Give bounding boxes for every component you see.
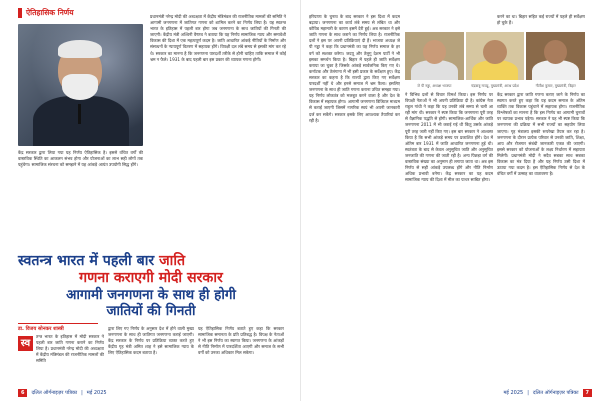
article-column-left-mid — [18, 150, 143, 246]
main-photo — [18, 24, 143, 146]
magazine-title: दलित ऑर्गनाइज़र पत्रिका — [31, 390, 78, 396]
article-column-right-3 — [497, 92, 585, 384]
section-tag-bar — [18, 8, 22, 18]
photo-figure-beard — [62, 74, 98, 100]
article-text: हरियाणा के चुनाव के बाद सरकार ने इस दिशा में कदम बढ़ाया। जनगणना का कार्य लंबे समय से लंबित था और कोविड महामारी के कारण इसमें देरी हुई। अब सरकार ने इसे जाति गणना के साथ कराने का निर्णय लिया है। राजनीतिक दलों ने इस पर अपनी प्रतिक्रियाएं दी हैं। भाजपा अध्यक्ष जे पी नड्डा ने कहा कि प्रधानमंत्री का यह निर्णय समाज के हर वर्ग को सशक्त करेगा। जदयू और तेलुगु देशम पार्टी ने भी इसका समर्थन किया है। बिहार में पहले ही जाति सर्वेक्षण कराया जा चुका है जिसके आंकड़े सार्वजनिक किए गए थे। कर्नाटक और तेलंगाना में भी इसी प्रकार के सर्वेक्षण हुए। केंद्र सरकार का कहना है कि राज्यों द्वारा किए गए सर्वेक्षण पारदर्शी नहीं थे और इनसे समाज में भ्रम फैला। इसलिए जनगणना के साथ ही जाति गणना कराना उचित समझा गया। यह निर्णय लोकतंत्र को मजबूत करने वाला है और देश के विकास में सहायक होगा। आगामी जनगणना डिजिटल माध्यम से कराई जाएगी जिसमें नागरिक स्वयं भी अपनी जानकारी दर्ज कर सकेंगे। सरकार इसके लिए आवश्यक तैयारियां कर रही है। — [309, 14, 400, 123]
article-column-a — [36, 334, 104, 386]
article-column-c — [198, 326, 284, 386]
magazine-title: दलित ऑर्गनाइज़र पत्रिका — [532, 390, 579, 396]
leader-photo-2 — [466, 32, 525, 80]
article-text: द्वारा लिए गए निर्णय के अनुसार देश में होने वाली मुख्य जनगणना के साथ ही जातिगत जनगणना कराई जाएगी। केंद्र सरकार के निर्णय पर प्रतिक्रिया व्यक्त करते हुए केंद्रीय गृह मंत्री अमित शाह ने इसे सामाजिक न्याय के लिए ऐतिहासिक कदम बताया है। — [108, 326, 194, 356]
article-column-right-3-top — [497, 14, 585, 32]
article-text: प्रधानमंत्री नरेन्द्र मोदी की अध्यक्षता में केंद्रीय मंत्रिमंडल की राजनीतिक मामलों की समिति ने आगामी जनगणना में जातिगत गणना को शामिल करने का निर्णय लिया है। यह स्वतन्त्र भारत के इतिहास में पहली बार होगा जब जनगणना के साथ जातियों की गिनती की जाएगी। केंद्रीय मंत्री अश्विनी वैष्णव ने बताया कि यह निर्णय सामाजिक न्याय और समावेशी विकास की दिशा में एक महत्वपूर्ण कदम है। जाति आधारित आंकड़े नीतियों के निर्माण और संसाधनों के न्यायपूर्ण वितरण में सहायक होंगे। विपक्षी दल लंबे समय से इसकी मांग कर रहे थे। सरकार का मानना है कि जनगणना पारदर्शी तरीके से होनी चाहिए ताकि समाज में कोई भ्रम न फैले। 1931 के बाद पहली बार इस प्रकार की व्यापक गणना होगी। — [150, 14, 286, 62]
leader-photos — [405, 32, 585, 90]
footer-separator: | — [527, 390, 529, 396]
footer-left — [18, 389, 107, 397]
leader-photo-1 — [405, 32, 464, 80]
footer-separator: | — [81, 390, 83, 396]
photo-head — [423, 40, 446, 64]
article-column-right-1 — [309, 14, 400, 384]
article-column-right-2 — [405, 92, 493, 384]
issue-date: मई 2025 — [86, 390, 107, 396]
article-text: केंद्र सरकार द्वारा लिया गया यह निर्णय ऐतिहासिक है। इससे वंचित वर्गों की वास्तविक स्थिति का आकलन संभव होगा और योजनाओं का लाभ सही लोगों तक पहुंचेगा। सामाजिक संरचना को समझने में यह आंकड़े अत्यंत उपयोगी सिद्ध होंगे। — [18, 150, 143, 168]
article-text: तन्त्र भारत के इतिहास में मोदी सरकार ने पहली बार जाति गणना कराने का निर्णय लिया है। प्रधानमंत्री नरेन्द्र मोदी की अध्यक्षता में केंद्रीय मंत्रिमंडल की राजनीतिक मामलों की समिति — [36, 334, 104, 364]
section-tag — [18, 8, 74, 18]
headline-line-4: जातियों की गिनती — [106, 303, 196, 319]
section-tag-label: ऐतिहासिक निर्णय — [26, 8, 74, 17]
page-number: 7 — [583, 389, 592, 397]
right-page — [300, 0, 600, 401]
photo-figure-body — [33, 96, 129, 146]
headline-line-1 — [18, 253, 284, 270]
photo-caption: चंद्रबाबू नायडू, मुख्यमंत्री, आन्ध्र प्रदेश — [471, 84, 519, 88]
photo-caption: जे पी नड्डा, अध्यक्ष भाजपा — [417, 84, 452, 88]
headline-line-2: गणना कराएगी मोदी सरकार — [79, 270, 223, 286]
byline: डा. विजय सोनकर शास्त्री — [18, 323, 98, 332]
article-column-left-top — [150, 14, 286, 254]
article-text: करने का था। बिहार सहित कई राज्यों में पहले ही सर्वेक्षण हो चुके हैं। — [497, 14, 585, 26]
article-text: ने विभिन्न दलों से विचार विमर्श किया। इस निर्णय पर विपक्षी नेताओं ने भी अपनी प्रतिक्रिया दी है। कांग्रेस नेता राहुल गांधी ने कहा कि यह उनकी लंबे समय से चली आ रही मांग थी। सरकार ने स्पष्ट किया कि जनगणना पूरी तरह से वैज्ञानिक पद्धति से होगी। सामाजिक-आर्थिक और जाति जनगणना 2011 में भी कराई गई थी किंतु उसके आंकड़े पूरी तरह जारी नहीं किए गए। इस बार सरकार ने आश्वस्त किया है कि सभी आंकड़े समय पर प्रकाशित होंगे। देश में अंतिम बार 1931 में जाति आधारित जनगणना हुई थी। स्वतंत्रता के बाद से केवल अनुसूचित जाति और अनुसूचित जनजाति की गणना की जाती रही है। अन्य पिछड़ा वर्ग की वास्तविक संख्या का अनुमान ही लगाया जाता था। अब इस निर्णय से सही आंकड़े उपलब्ध होंगे और नीति निर्माण अधिक प्रभावी बनेगा। केंद्र सरकार का यह कदम सामाजिक न्याय की दिशा में मील का पत्थर साबित होगा। — [405, 92, 493, 183]
photo-caption: नीतीश कुमार, मुख्यमंत्री, बिहार — [535, 84, 576, 88]
article-text: केंद्र सरकार द्वारा जाति गणना कराए जाने के निर्णय का स्वागत करते हुए कहा कि यह कदम समाज के अंतिम व्यक्ति तक विकास पहुंचाने में सहायक होगा। राजनीतिक विश्लेषकों का मानना है कि इस निर्णय का आगामी चुनावों पर व्यापक प्रभाव पड़ेगा। सरकार ने यह भी स्पष्ट किया कि जनगणना की प्रक्रिया में सभी राज्यों का सहयोग लिया जाएगा। गृह मंत्रालय इसकी रूपरेखा तैयार कर रहा है। जनगणना के दौरान प्रत्येक परिवार से उनकी जाति, शिक्षा, आय और रोजगार संबंधी जानकारी एकत्र की जाएगी। इससे सरकार को योजनाओं के लक्ष्य निर्धारण में सहायता मिलेगी। प्रधानमंत्री मोदी ने सदैव सबका साथ सबका विकास का मंत्र दिया है और यह निर्णय उसी दिशा में उठाया गया कदम है। इस ऐतिहासिक निर्णय से देश के वंचित वर्गों में उत्साह का वातावरण है। — [497, 92, 585, 177]
drop-cap: स्व — [18, 336, 33, 351]
leader-photo-captions — [405, 84, 585, 89]
footer-right — [503, 389, 592, 397]
leader-photo-3 — [526, 32, 585, 80]
page-number: 6 — [18, 389, 27, 397]
headline-line-1-red: जाति — [159, 253, 186, 269]
headline — [18, 253, 284, 319]
photo-microphone — [78, 104, 81, 124]
photo-figure-hair — [58, 40, 102, 58]
headline-line-3: आगामी जनगणना के साथ ही होगी — [66, 287, 236, 303]
photo-head — [483, 40, 506, 64]
issue-date: मई 2025 — [503, 390, 524, 396]
headline-line-1-dark: स्वतन्त्र भारत में पहली बार — [18, 253, 160, 269]
article-column-b — [108, 326, 194, 386]
article-text: यह ऐतिहासिक निर्णय बताते हुए कहा कि सरकार सामाजिक समानता के प्रति प्रतिबद्ध है। विपक्ष के नेताओं ने भी इस निर्णय का स्वागत किया। जनगणना के आंकड़ों से नीति निर्माण में पारदर्शिता आएगी और समाज के सभी वर्गों को उनका अधिकार मिल सकेगा। — [198, 326, 284, 356]
